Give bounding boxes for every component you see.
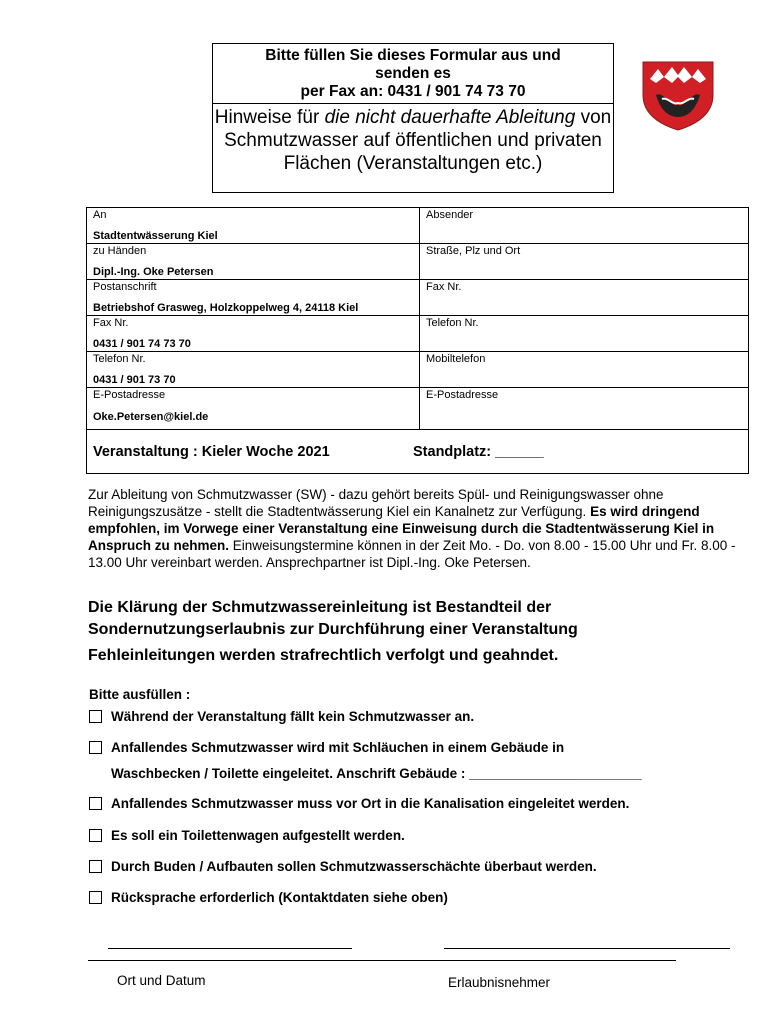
table-row — [87, 388, 749, 430]
table-row — [87, 352, 749, 388]
coat-of-arms-logo — [642, 61, 714, 131]
field-label: An — [93, 209, 107, 221]
field-value: Oke.Petersen@kiel.de — [93, 411, 209, 423]
title-part-1: Hinweise für — [214, 107, 325, 128]
sender-phone-field[interactable] — [420, 316, 749, 352]
fax-instruction — [213, 44, 613, 104]
field-value: Dipl.-Ing. Oke Petersen — [93, 266, 214, 278]
table-row — [87, 244, 749, 280]
checkbox-hoses-to-building[interactable] — [89, 741, 102, 754]
option-label: Durch Buden / Aufbauten sollen Schmutzwasserschächte überbaut werden. — [111, 859, 597, 874]
field-value: Betriebshof Grasweg, Holzkoppelweg 4, 24118 Kiel — [93, 302, 359, 314]
checkbox-onsite-sewer[interactable] — [89, 797, 102, 810]
fax-line-2: senden es — [375, 65, 451, 82]
fax-line-1: Bitte füllen Sie dieses Formular aus und — [265, 47, 561, 64]
table-row — [87, 280, 749, 316]
field-value: Stadtentwässerung Kiel — [93, 230, 218, 242]
postal-address-cell — [87, 280, 420, 316]
phone-cell — [87, 352, 420, 388]
field-label: Fax Nr. — [93, 317, 129, 329]
field-label: E-Postadresse — [426, 389, 499, 401]
field-label: Straße, Plz und Ort — [426, 245, 521, 257]
permit-holder-signature-line[interactable] — [444, 948, 730, 949]
building-address-field[interactable]: Waschbecken / Toilette eingeleitet. Anschrift Gebäude : _______________________ — [111, 766, 642, 781]
contact-table — [86, 207, 749, 474]
divider-line — [88, 960, 676, 961]
option-label: Anfallendes Schmutzwasser muss vor Ort in die Kanalisation eingeleitet werden. — [111, 796, 630, 811]
field-label: Telefon Nr. — [93, 353, 146, 365]
recipient-cell — [87, 208, 420, 244]
option-label: Anfallendes Schmutzwasser wird mit Schläuchen in einem Gebäude in — [111, 740, 565, 755]
notice-warning: Fehleinleitungen werden strafrechtlich verfolgt und geahndet. — [88, 647, 559, 664]
info-text-2: Einweisungstermine können in der Zeit Mo. - Do. von 8.00 - 15.00 Uhr und Fr. 8.00 - 13.00 Uhr vereinbart werden. Ansprechpartner ist Dipl.-Ing. Oke Petersen. — [88, 538, 736, 570]
title-italic: die nicht dauerhafte Ableitung — [324, 107, 576, 128]
form-heading: Bitte ausfüllen : — [89, 687, 191, 702]
option-label: Rücksprache erforderlich (Kontaktdaten siehe oben) — [111, 890, 448, 905]
title-part-2: von Schmutzwasser auf öffentlichen und privaten Flächen (Veranstaltungen etc.) — [224, 107, 612, 174]
checkbox-manholes-covered[interactable] — [89, 860, 102, 873]
checkbox-no-wastewater[interactable] — [89, 710, 102, 723]
table-row — [87, 208, 749, 244]
event-row — [87, 430, 749, 474]
info-paragraph — [88, 486, 738, 571]
event-name: Veranstaltung : Kieler Woche 2021 — [93, 443, 330, 460]
fax-line-3: per Fax an: 0431 / 901 74 73 70 — [300, 83, 526, 100]
info-text-bold: Es wird dringend empfohlen, im Vorwege einer Veranstaltung eine Einweisung durch die Stadtentwässerung Kiel in Anspruch zu nehmen. — [88, 504, 715, 553]
info-text-1: Zur Ableitung von Schmutzwasser (SW) - dazu gehört bereits Spül- und Reinigungswasser ohne Reinigungszusätze - stellt die Stadtentwässerung Kiel ein Kanalnetz zur Verfügung. — [88, 487, 664, 519]
date-signature-line[interactable] — [108, 948, 352, 949]
field-label: Mobiltelefon — [426, 353, 486, 365]
option-label: Während der Veranstaltung fällt kein Schmutzwasser an. — [111, 709, 475, 724]
fax-cell — [87, 316, 420, 352]
field-label: Fax Nr. — [426, 281, 462, 293]
field-label: Telefon Nr. — [426, 317, 479, 329]
field-label: zu Händen — [93, 245, 147, 257]
field-label: Postanschrift — [93, 281, 157, 293]
field-label: Absender — [426, 209, 474, 221]
address-field[interactable] — [420, 244, 749, 280]
header-box — [212, 43, 614, 193]
field-value: 0431 / 901 73 70 — [93, 374, 176, 386]
sender-field[interactable] — [420, 208, 749, 244]
option-label: Es soll ein Toilettenwagen aufgestellt werden. — [111, 828, 405, 843]
document-title — [213, 104, 613, 175]
sender-email-field[interactable] — [420, 388, 749, 430]
checkbox-consultation[interactable] — [89, 891, 102, 904]
notice-line-2: Sondernutzungserlaubnis zur Durchführung einer Veranstaltung — [88, 621, 578, 638]
notice-block — [88, 597, 748, 641]
email-cell — [87, 388, 420, 430]
sender-mobile-field[interactable] — [420, 352, 749, 388]
field-label: E-Postadresse — [93, 389, 166, 401]
permit-holder-label: Erlaubnisnehmer — [448, 975, 551, 990]
sender-fax-field[interactable] — [420, 280, 749, 316]
notice-line-1: Die Klärung der Schmutzwassereinleitung ist Bestandteil der — [88, 599, 552, 616]
table-row — [87, 316, 749, 352]
attention-cell — [87, 244, 420, 280]
checkbox-toilet-trailer[interactable] — [89, 829, 102, 842]
event-cell — [87, 430, 749, 474]
standplatz-field[interactable]: Standplatz: ______ — [413, 444, 544, 460]
field-value: 0431 / 901 74 73 70 — [93, 338, 191, 350]
place-date-label: Ort und Datum — [117, 973, 206, 988]
